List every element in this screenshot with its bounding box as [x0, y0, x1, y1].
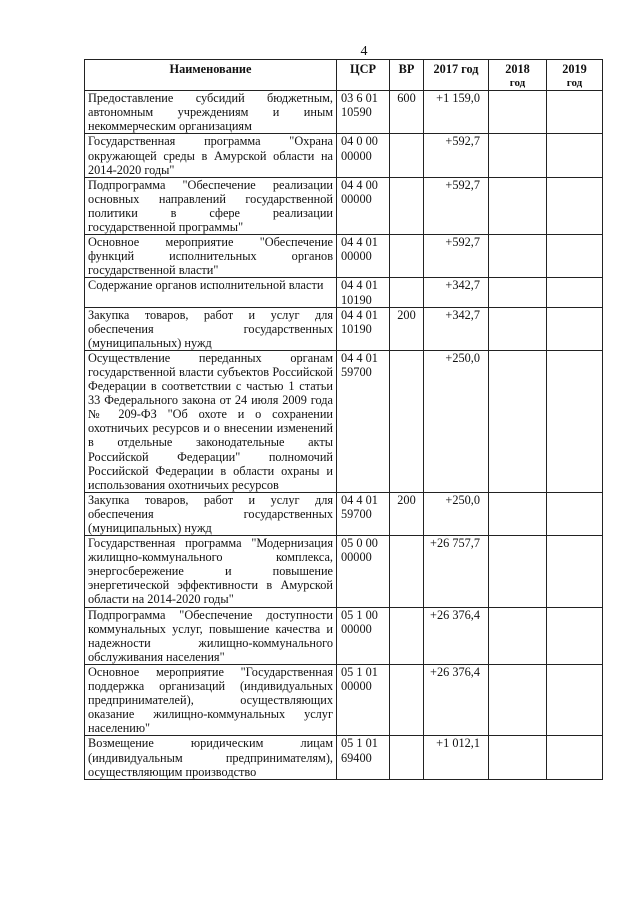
table-row — [85, 350, 603, 492]
row-2017: +342,7 — [424, 278, 489, 307]
row-2019 — [547, 91, 603, 134]
row-csr: 04 4 01 00000 — [337, 235, 390, 278]
table-row — [85, 307, 603, 350]
row-2018 — [489, 278, 547, 307]
row-name: Содержание органов исполнительной власти — [85, 278, 337, 307]
row-2019 — [547, 492, 603, 535]
row-vr — [390, 278, 424, 307]
table-row — [85, 664, 603, 735]
row-name: Предоставление субсидий бюджетным, автономным учреждениям и иным некоммерческим организациям — [85, 91, 337, 134]
row-name: Подпрограмма "Обеспечение доступности коммунальных услуг, повышение качества и надежности жилищно-коммунального обслуживания населения" — [85, 607, 337, 664]
row-2017: +1 012,1 — [424, 736, 489, 779]
row-2017: +592,7 — [424, 235, 489, 278]
row-2018 — [489, 177, 547, 234]
row-vr — [390, 664, 424, 735]
row-name: Закупка товаров, работ и услуг для обеспечения государственных (муниципальных) нужд — [85, 492, 337, 535]
row-vr — [390, 177, 424, 234]
header-2019-year: 2019 — [562, 62, 587, 76]
table-row — [85, 177, 603, 234]
row-csr: 04 4 00 00000 — [337, 177, 390, 234]
row-vr: 600 — [390, 91, 424, 134]
table-row — [85, 536, 603, 607]
header-2018-year: 2018 — [505, 62, 530, 76]
row-2017: +26 757,7 — [424, 536, 489, 607]
row-vr — [390, 736, 424, 779]
table-row — [85, 736, 603, 779]
row-csr: 04 0 00 00000 — [337, 134, 390, 177]
row-csr: 05 1 00 00000 — [337, 607, 390, 664]
row-2019 — [547, 307, 603, 350]
page-number: 4 — [360, 44, 368, 59]
row-csr: 04 4 01 10190 — [337, 278, 390, 307]
row-2019 — [547, 536, 603, 607]
header-2018-sub: год — [509, 77, 526, 90]
row-name: Основное мероприятие "Обеспечение функций исполнительных органов государственной власти" — [85, 235, 337, 278]
row-2019 — [547, 607, 603, 664]
header-2018 — [489, 60, 547, 91]
row-csr: 05 1 01 69400 — [337, 736, 390, 779]
row-2017: +342,7 — [424, 307, 489, 350]
row-2017: +250,0 — [424, 492, 489, 535]
row-2018 — [489, 350, 547, 492]
row-csr: 04 4 01 59700 — [337, 492, 390, 535]
header-vr: ВР — [390, 60, 424, 91]
row-name: Подпрограмма "Обеспечение реализации основных направлений государственной политики в сфере реализации государственной программы" — [85, 177, 337, 234]
row-vr — [390, 235, 424, 278]
row-name: Государственная программа "Модернизация жилищно-коммунального комплекса, энергосбережение и повышение энергетической эффективности в Амурской области на 2014-2020 годы" — [85, 536, 337, 607]
row-csr: 04 4 01 59700 — [337, 350, 390, 492]
row-2018 — [489, 307, 547, 350]
header-csr: ЦСР — [337, 60, 390, 91]
row-2018 — [489, 536, 547, 607]
row-csr: 04 4 01 10190 — [337, 307, 390, 350]
row-csr: 03 6 01 10590 — [337, 91, 390, 134]
row-2019 — [547, 278, 603, 307]
row-2018 — [489, 664, 547, 735]
row-name: Осуществление переданных органам государственной власти субъектов Российской Федерации в соответствии с частью 1 статьи 33 Федерального закона от 24 июля 2009 года № 209-ФЗ "Об охоте и о сохранении охотничьих ресурсов и о внесении изменений в отдельные законодательные акты Российской Федерации" полномочий Российской Федерации в области охраны и использования охотничьих ресурсов — [85, 350, 337, 492]
row-vr — [390, 350, 424, 492]
row-name: Возмещение юридическим лицам (индивидуальным предпринимателям), осуществляющим производство — [85, 736, 337, 779]
row-vr: 200 — [390, 492, 424, 535]
row-vr: 200 — [390, 307, 424, 350]
row-2017: +250,0 — [424, 350, 489, 492]
row-vr — [390, 607, 424, 664]
table-row — [85, 607, 603, 664]
header-2017: 2017 год — [424, 60, 489, 91]
table-header-row — [85, 60, 603, 91]
row-2019 — [547, 134, 603, 177]
row-2017: +26 376,4 — [424, 607, 489, 664]
row-2019 — [547, 177, 603, 234]
row-2019 — [547, 664, 603, 735]
row-vr — [390, 134, 424, 177]
header-2019 — [547, 60, 603, 91]
row-2018 — [489, 736, 547, 779]
table-row — [85, 278, 603, 307]
row-2017: +26 376,4 — [424, 664, 489, 735]
budget-table — [84, 59, 603, 780]
row-2019 — [547, 235, 603, 278]
row-2017: +592,7 — [424, 134, 489, 177]
header-name: Наименование — [85, 60, 337, 91]
row-2018 — [489, 134, 547, 177]
table-row — [85, 235, 603, 278]
row-name: Государственная программа "Охрана окружающей среды в Амурской области на 2014-2020 годы" — [85, 134, 337, 177]
table-row — [85, 492, 603, 535]
row-2019 — [547, 350, 603, 492]
row-2018 — [489, 235, 547, 278]
row-vr — [390, 536, 424, 607]
row-2019 — [547, 736, 603, 779]
row-2017: +1 159,0 — [424, 91, 489, 134]
row-csr: 05 1 01 00000 — [337, 664, 390, 735]
row-2018 — [489, 91, 547, 134]
table-row — [85, 134, 603, 177]
row-2018 — [489, 492, 547, 535]
row-name: Закупка товаров, работ и услуг для обеспечения государственных (муниципальных) нужд — [85, 307, 337, 350]
row-2018 — [489, 607, 547, 664]
table-row — [85, 91, 603, 134]
row-2017: +592,7 — [424, 177, 489, 234]
row-name: Основное мероприятие "Государственная поддержка организаций (индивидуальных предпринимателей), осуществляющих оказание жилищно-коммунальных услуг населению" — [85, 664, 337, 735]
header-2019-sub: год — [566, 77, 583, 90]
row-csr: 05 0 00 00000 — [337, 536, 390, 607]
